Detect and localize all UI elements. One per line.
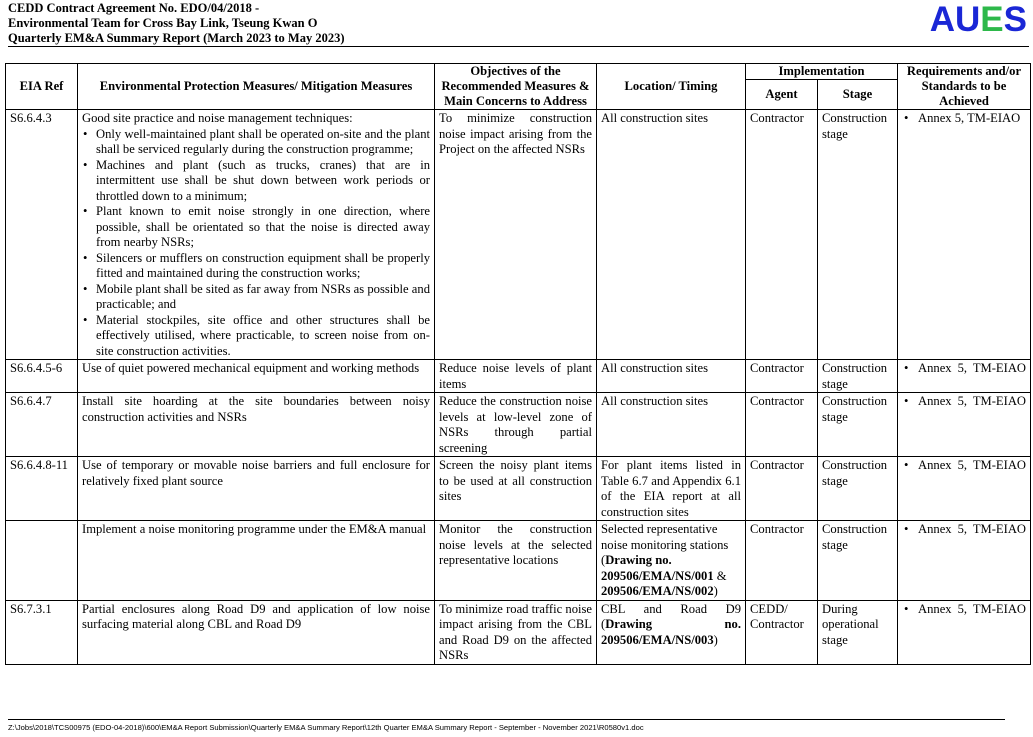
eia-ref-cell: S6.7.3.1	[6, 600, 78, 664]
aues-logo	[913, 2, 1027, 38]
agent-cell: Contractor	[746, 521, 818, 601]
agent-cell: Contractor	[746, 360, 818, 393]
stage-cell: Construction stage	[818, 457, 898, 521]
agent-cell: Contractor	[746, 457, 818, 521]
objective-cell: To minimize road traffic noise impact arising from the CBL and Road D9 on the affected NSRs	[435, 600, 597, 664]
eia-ref-cell: S6.6.4.3	[6, 110, 78, 360]
measure-cell: Partial enclosures along Road D9 and application of low noise surfacing material along CBL and Road D9	[78, 600, 435, 664]
measure-cell: Implement a noise monitoring programme under the EM&A manual	[78, 521, 435, 601]
table-row	[6, 457, 1031, 521]
list-item: • Silencers or mufflers on construction equipment shall be properly fitted and maintained during the construction works;	[96, 251, 430, 282]
measure-intro: Good site practice and noise management techniques:	[82, 111, 353, 125]
stage-cell: Construction stage	[818, 360, 898, 393]
eia-ref-cell	[6, 521, 78, 601]
location-cell: All construction sites	[597, 110, 746, 360]
drawing-reference: Drawing no. 209506/EMA/NS/001	[601, 553, 714, 583]
list-item: • Only well-maintained plant shall be operated on-site and the plant shall be serviced regularly during the construction programme;	[96, 127, 430, 158]
requirement-cell	[898, 360, 1031, 393]
requirement-cell	[898, 110, 1031, 360]
col-header-eia-ref: EIA Ref	[6, 64, 78, 110]
col-header-implementation: Implementation	[746, 64, 898, 80]
requirement-text: • Annex 5, TM-EIAO	[902, 602, 1026, 618]
col-header-stage: Stage	[818, 80, 898, 110]
logo-text-e: E	[980, 0, 1004, 39]
eia-ref-cell: S6.6.4.8-11	[6, 457, 78, 521]
logo-text-s: S	[1003, 0, 1027, 39]
header-contract-line: CEDD Contract Agreement No. EDO/04/2018 -	[8, 1, 260, 15]
mitigation-measures-table	[5, 63, 1031, 665]
stage-cell: Construction stage	[818, 393, 898, 457]
location-cell: For plant items listed in Table 6.7 and Appendix 6.1 of the EIA report at all construction sites	[597, 457, 746, 521]
measure-bullet-list	[82, 127, 430, 360]
table-row	[6, 600, 1031, 664]
requirement-text: • Annex 5, TM-EIAO	[902, 361, 1026, 377]
measure-cell: Use of quiet powered mechanical equipment and working methods	[78, 360, 435, 393]
list-item: • Material stockpiles, site office and other structures shall be effectively utilised, where practicable, to screen noise from on-site construction activities.	[96, 313, 430, 360]
logo-text-main: AU	[929, 0, 981, 39]
requirement-text: • Annex 5, TM-EIAO	[902, 394, 1026, 410]
drawing-reference: 209506/EMA/NS/002	[601, 584, 714, 598]
table-header-row	[6, 64, 1031, 80]
report-header	[8, 1, 345, 46]
col-header-location: Location/ Timing	[597, 64, 746, 110]
location-cell: All construction sites	[597, 360, 746, 393]
agent-cell: Contractor	[746, 393, 818, 457]
table-row	[6, 521, 1031, 601]
requirement-cell	[898, 521, 1031, 601]
header-report-line: Quarterly EM&A Summary Report (March 2023 to May 2023)	[8, 31, 345, 45]
requirement-cell	[898, 457, 1031, 521]
eia-ref-cell: S6.6.4.7	[6, 393, 78, 457]
objective-cell: Reduce noise levels of plant items	[435, 360, 597, 393]
footer-divider	[8, 719, 1005, 720]
requirement-text: • Annex 5, TM-EIAO	[902, 458, 1026, 474]
col-header-measures: Environmental Protection Measures/ Mitigation Measures	[78, 64, 435, 110]
requirement-cell	[898, 600, 1031, 664]
location-cell: All construction sites	[597, 393, 746, 457]
requirement-text: • Annex 5, TM-EIAO	[902, 111, 1026, 127]
list-item: • Machines and plant (such as trucks, cranes) that are in intermittent use shall be shut down between work periods or throttled down to a minimum;	[96, 158, 430, 205]
location-cell: CBL and Road D9 (Drawing no. 209506/EMA/NS/003)	[597, 600, 746, 664]
footer-file-path: Z:\Jobs\2018\TCS00975 (EDO-04-2018)\600\EM&A Report Submission\Quarterly EM&A Summary Report\12th Quarter EM&A Summary Report - September - November 2021\R0580v1.doc	[8, 723, 644, 732]
stage-cell: During operational stage	[818, 600, 898, 664]
list-item: • Plant known to emit noise strongly in one direction, where possible, shall be orientated so that the noise is directed away from nearby NSRs;	[96, 204, 430, 251]
objective-cell: To minimize construction noise impact arising from the Project on the affected NSRs	[435, 110, 597, 360]
table-row	[6, 393, 1031, 457]
requirement-cell	[898, 393, 1031, 457]
header-divider	[8, 46, 1029, 47]
location-cell: Selected representative noise monitoring stations (Drawing no. 209506/EMA/NS/001 & 209506/EMA/NS/002)	[597, 521, 746, 601]
measure-cell: Use of temporary or movable noise barriers and full enclosure for relatively fixed plant source	[78, 457, 435, 521]
objective-cell: Monitor the construction noise levels at the selected representative locations	[435, 521, 597, 601]
agent-cell: Contractor	[746, 110, 818, 360]
col-header-objectives: Objectives of the Recommended Measures & Main Concerns to Address	[435, 64, 597, 110]
measure-cell: Install site hoarding at the site boundaries between noisy construction activities and NSRs	[78, 393, 435, 457]
stage-cell: Construction stage	[818, 110, 898, 360]
drawing-reference: Drawing no. 209506/EMA/NS/003	[601, 617, 741, 647]
table-row	[6, 110, 1031, 360]
header-team-line: Environmental Team for Cross Bay Link, Tseung Kwan O	[8, 16, 318, 30]
agent-cell: CEDD/ Contractor	[746, 600, 818, 664]
objective-cell: Reduce the construction noise levels at low-level zone of NSRs through partial screening	[435, 393, 597, 457]
objective-cell: Screen the noisy plant items to be used at all construction sites	[435, 457, 597, 521]
list-item: • Mobile plant shall be sited as far away from NSRs as possible and practicable; and	[96, 282, 430, 313]
requirement-text: • Annex 5, TM-EIAO	[902, 522, 1026, 538]
eia-ref-cell: S6.6.4.5-6	[6, 360, 78, 393]
col-header-requirements: Requirements and/or Standards to be Achieved	[898, 64, 1031, 110]
table-row	[6, 360, 1031, 393]
stage-cell: Construction stage	[818, 521, 898, 601]
col-header-agent: Agent	[746, 80, 818, 110]
measure-cell	[78, 110, 435, 360]
